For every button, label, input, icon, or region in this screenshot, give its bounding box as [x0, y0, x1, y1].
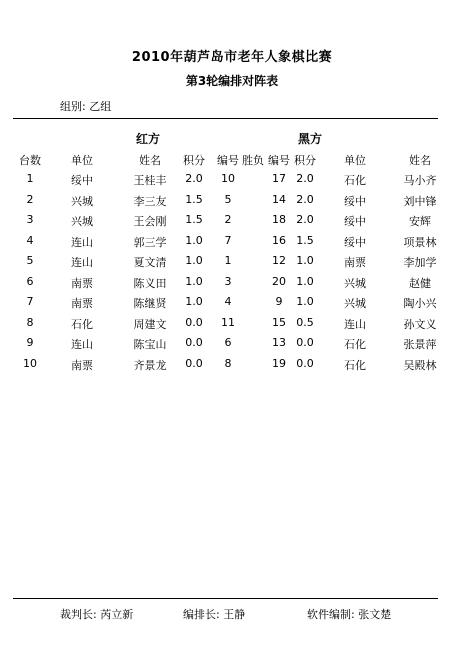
cell-black-no: 12: [272, 254, 286, 267]
cell-black-unit: 兴城: [344, 276, 366, 290]
cell-black-no: 9: [275, 295, 283, 308]
header-black-score: 积分: [294, 154, 316, 167]
cell-red-unit: 绥中: [71, 174, 93, 187]
cell-red-name: 郭三学: [133, 235, 167, 249]
cell-red-name: 夏文清: [133, 256, 167, 269]
cell-table-no: 7: [26, 295, 34, 308]
cell-red-score: 0.0: [185, 336, 203, 349]
cell-black-name: 孙文义: [403, 317, 437, 331]
cell-red-score: 1.0: [185, 254, 203, 267]
cell-red-no: 7: [224, 233, 232, 247]
software-credit: 软件编制: 张文楚: [307, 608, 392, 621]
cell-red-name: 李三友: [133, 194, 167, 208]
cell-black-score: 0.0: [296, 336, 314, 349]
cell-red-score: 1.0: [185, 274, 203, 288]
cell-red-name: 齐景龙: [133, 358, 167, 372]
cell-red-no: 8: [224, 356, 232, 370]
cell-red-unit: 南票: [71, 358, 93, 372]
cell-black-unit: 石化: [344, 358, 366, 372]
cell-red-name: 陈继贤: [133, 297, 167, 310]
cell-black-unit: 石化: [344, 338, 366, 351]
cell-black-name: 张景萍: [403, 338, 437, 351]
header-table-no: 台数: [19, 154, 41, 167]
cell-black-no: 16: [272, 233, 286, 247]
cell-black-unit: 连山: [344, 317, 366, 331]
cell-black-unit: 绥中: [344, 235, 366, 249]
header-black-no: 编号: [268, 154, 290, 167]
header-red-score: 积分: [183, 154, 205, 167]
cell-red-unit: 兴城: [71, 194, 93, 208]
cell-table-no: 6: [26, 274, 34, 288]
cell-black-name: 赵健: [409, 276, 431, 290]
cell-red-no: 4: [224, 295, 232, 308]
cell-black-score: 2.0: [296, 172, 314, 185]
cell-black-no: 17: [272, 172, 286, 185]
cell-black-no: 15: [272, 315, 286, 329]
cell-red-name: 陈宝山: [133, 338, 167, 351]
cell-red-unit: 南票: [71, 297, 93, 310]
cell-black-score: 0.0: [296, 356, 314, 370]
cell-black-no: 19: [272, 356, 286, 370]
header-red-unit: 单位: [71, 154, 93, 167]
cell-black-name: 陶小兴: [403, 297, 437, 310]
cell-black-name: 项景林: [403, 235, 437, 249]
cell-black-score: 1.0: [296, 295, 314, 308]
cell-black-no: 14: [272, 192, 286, 206]
cell-black-score: 1.0: [296, 274, 314, 288]
round-subtitle: 第3轮编排对阵表: [185, 74, 279, 88]
cell-black-score: 2.0: [296, 213, 314, 226]
cell-red-score: 0.0: [185, 356, 203, 370]
cell-red-unit: 石化: [71, 317, 93, 331]
cell-black-name: 安辉: [409, 215, 431, 228]
cell-black-name: 马小齐: [403, 174, 437, 187]
cell-table-no: 10: [23, 356, 37, 370]
cell-red-name: 王桂丰: [133, 174, 167, 187]
cell-red-unit: 兴城: [71, 215, 93, 228]
cell-table-no: 9: [26, 336, 34, 349]
cell-black-score: 2.0: [296, 192, 314, 206]
cell-black-unit: 绥中: [344, 194, 366, 208]
cell-red-no: 1: [224, 254, 232, 267]
cell-red-no: 11: [221, 315, 235, 329]
cell-table-no: 8: [26, 315, 34, 329]
cell-black-no: 18: [272, 213, 286, 226]
cell-black-score: 0.5: [296, 315, 314, 329]
cell-table-no: 1: [26, 172, 34, 185]
cell-black-score: 1.0: [296, 254, 314, 267]
cell-red-unit: 连山: [71, 256, 93, 269]
cell-red-unit: 连山: [71, 338, 93, 351]
header-black-unit: 单位: [344, 154, 366, 167]
cell-red-no: 2: [224, 213, 232, 226]
header-result: 胜负: [242, 154, 264, 167]
cell-black-name: 吴殿林: [403, 358, 437, 372]
cell-red-no: 6: [224, 336, 232, 349]
cell-black-unit: 石化: [344, 174, 366, 187]
cell-black-no: 13: [272, 336, 286, 349]
cell-red-no: 5: [224, 192, 232, 206]
top-divider: [13, 118, 438, 119]
cell-red-score: 1.5: [185, 213, 203, 226]
cell-red-name: 王会刚: [133, 215, 167, 228]
header-red-name: 姓名: [139, 154, 161, 167]
header-black-name: 姓名: [409, 154, 431, 167]
arranger-credit: 编排长: 王静: [183, 608, 246, 621]
cell-red-score: 2.0: [185, 172, 203, 185]
cell-red-score: 1.0: [185, 233, 203, 247]
cell-red-score: 0.0: [185, 315, 203, 329]
cell-black-name: 李加学: [403, 256, 437, 269]
cell-table-no: 5: [26, 254, 34, 267]
cell-table-no: 2: [26, 192, 34, 206]
referee-credit: 裁判长: 芮立新: [60, 608, 134, 621]
cell-black-unit: 绥中: [344, 215, 366, 228]
cell-table-no: 4: [26, 233, 34, 247]
cell-red-no: 3: [224, 274, 232, 288]
cell-red-score: 1.5: [185, 192, 203, 206]
cell-table-no: 3: [26, 213, 34, 226]
red-side-label: 红方: [136, 132, 161, 146]
cell-red-unit: 南票: [71, 276, 93, 290]
cell-black-unit: 南票: [344, 256, 366, 269]
cell-red-score: 1.0: [185, 295, 203, 308]
cell-red-name: 周建文: [133, 317, 167, 331]
bottom-divider: [13, 598, 438, 599]
group-label: 组别: 乙组: [60, 100, 112, 113]
cell-red-no: 10: [221, 172, 235, 185]
cell-black-unit: 兴城: [344, 297, 366, 310]
document-title: 2010年葫芦岛市老年人象棋比赛: [131, 50, 333, 65]
cell-black-name: 刘中锋: [403, 194, 437, 208]
cell-black-score: 1.5: [296, 233, 314, 247]
cell-black-no: 20: [272, 274, 286, 288]
header-red-no: 编号: [217, 154, 239, 167]
black-side-label: 黑方: [298, 132, 323, 146]
cell-red-unit: 连山: [71, 235, 93, 249]
cell-red-name: 陈义田: [133, 276, 167, 290]
